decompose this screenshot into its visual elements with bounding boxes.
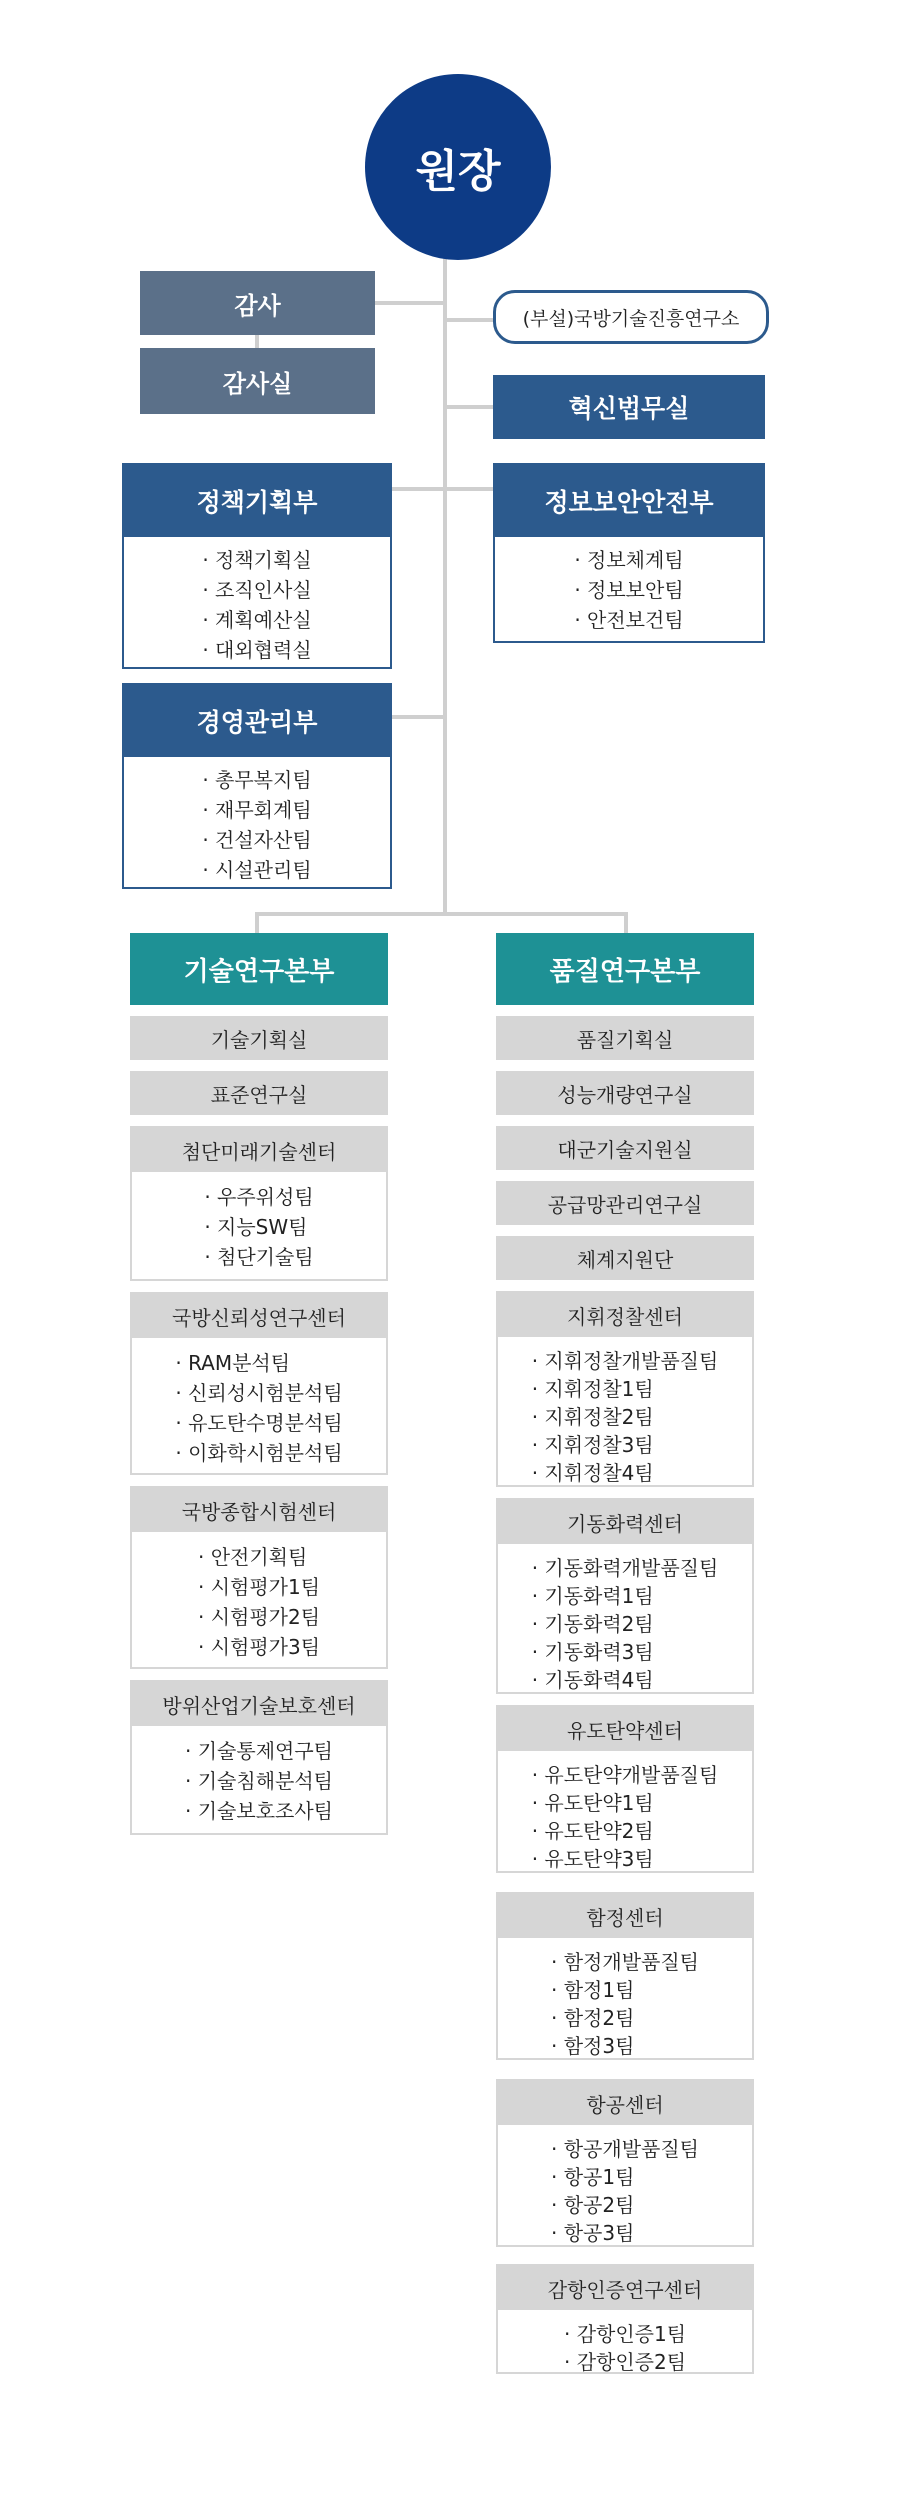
quality-office-performance: 성능개량연구실 [496, 1071, 754, 1115]
quality-office-military-support: 대군기술지원실 [496, 1126, 754, 1170]
management-dept [122, 683, 392, 889]
quality-office-planning: 품질기획실 [496, 1016, 754, 1060]
list-item: · 이화학시험분석팀 [175, 1438, 342, 1468]
management-title: 경영관리부 [124, 685, 390, 757]
list-item: · 함정1팀 [551, 1976, 699, 2004]
list-item: · 정보보안팀 [574, 575, 683, 605]
list-item: · 기동화력개발품질팀 [532, 1554, 719, 1582]
list-item: · 건설자산팀 [202, 825, 311, 855]
list-item: · 기동화력3팀 [532, 1638, 719, 1666]
list-item: · 함정개발품질팀 [551, 1948, 699, 1976]
advanced-future-tech-center [130, 1126, 388, 1281]
list-item: · 정책기획실 [202, 545, 311, 575]
list-item: · 시설관리팀 [202, 855, 311, 885]
list-item: · 유도탄약개발품질팀 [532, 1761, 719, 1789]
audit-connector [372, 301, 445, 305]
center-title: 방위산업기술보호센터 [132, 1682, 386, 1726]
list-item: · 항공3팀 [551, 2219, 699, 2247]
policy-planning-list [202, 545, 311, 665]
list-item: · RAM분석팀 [175, 1348, 342, 1378]
dept-row-connector [388, 487, 495, 491]
list-item: · 지휘정찰개발품질팀 [532, 1347, 719, 1375]
tech-office-standards: 표준연구실 [130, 1071, 388, 1115]
affiliate-institute-box: (부설)국방기술진흥연구소 [493, 290, 769, 344]
quality-research-hq: 품질연구본부 [496, 933, 754, 1005]
quality-hq-drop [624, 912, 628, 934]
list-item: · 기동화력4팀 [532, 1666, 719, 1694]
list-item: · 안전기획팀 [198, 1542, 320, 1572]
policy-planning-title: 정책기획부 [124, 465, 390, 537]
audit-office-box: 감사실 [140, 348, 375, 414]
center-title: 감항인증연구센터 [498, 2266, 752, 2310]
center-title: 기동화력센터 [498, 1500, 752, 1544]
list-item: · 기동화력1팀 [532, 1582, 719, 1610]
director-circle: 원장 [365, 74, 551, 260]
naval-vessel-center [496, 1892, 754, 2060]
quality-office-system-support: 체계지원단 [496, 1236, 754, 1280]
list-item: · 지휘정찰1팀 [532, 1375, 719, 1403]
aviation-center [496, 2079, 754, 2247]
policy-planning-dept [122, 463, 392, 669]
list-item: · 지휘정찰4팀 [532, 1459, 719, 1487]
audit-box: 감사 [140, 271, 375, 335]
maneuver-firepower-center [496, 1498, 754, 1694]
tech-research-hq: 기술연구본부 [130, 933, 388, 1005]
list-item: · 정보체계팀 [574, 545, 683, 575]
list-item: · 함정2팀 [551, 2004, 699, 2032]
tech-hq-drop [255, 912, 259, 934]
list-item: · 함정3팀 [551, 2032, 699, 2060]
center-title: 지휘정찰센터 [498, 1293, 752, 1337]
list-item: · 기술보호조사팀 [185, 1796, 333, 1826]
list-item: · 첨단기술팀 [204, 1242, 313, 1272]
info-security-title: 정보보안안전부 [495, 465, 763, 537]
management-connector [388, 715, 445, 719]
center-title: 항공센터 [498, 2081, 752, 2125]
list-item: · 계획예산실 [202, 605, 311, 635]
management-list [202, 765, 311, 885]
center-title: 함정센터 [498, 1894, 752, 1938]
list-item: · 시험평가1팀 [198, 1572, 320, 1602]
info-security-list [574, 545, 683, 635]
list-item: · 지능SW팀 [204, 1212, 313, 1242]
center-title: 국방종합시험센터 [132, 1488, 386, 1532]
list-item: · 항공1팀 [551, 2163, 699, 2191]
list-item: · 시험평가2팀 [198, 1602, 320, 1632]
list-item: · 기술통제연구팀 [185, 1736, 333, 1766]
list-item: · 시험평가3팀 [198, 1632, 320, 1662]
affiliate-connector [445, 318, 495, 322]
list-item: · 감항인증1팀 [564, 2320, 686, 2348]
center-title: 첨단미래기술센터 [132, 1128, 386, 1172]
guided-munition-center [496, 1705, 754, 1873]
list-item: · 지휘정찰3팀 [532, 1431, 719, 1459]
center-title: 유도탄약센터 [498, 1707, 752, 1751]
list-item: · 신뢰성시험분석팀 [175, 1378, 342, 1408]
list-item: · 조직인사실 [202, 575, 311, 605]
list-item: · 유도탄약2팀 [532, 1817, 719, 1845]
list-item: · 감항인증2팀 [564, 2348, 686, 2376]
innovation-legal-office-box: 혁신법무실 [493, 375, 765, 439]
list-item: · 유도탄약3팀 [532, 1845, 719, 1873]
trunk-line [443, 255, 447, 915]
list-item: · 지휘정찰2팀 [532, 1403, 719, 1431]
airworthiness-cert-center [496, 2264, 754, 2374]
defense-reliability-center [130, 1292, 388, 1475]
list-item: · 기술침해분석팀 [185, 1766, 333, 1796]
command-recon-center [496, 1291, 754, 1487]
hq-horizontal-line [255, 912, 628, 916]
list-item: · 항공개발품질팀 [551, 2135, 699, 2163]
innovation-connector [445, 405, 495, 409]
defense-test-center [130, 1486, 388, 1669]
list-item: · 우주위성팀 [204, 1182, 313, 1212]
list-item: · 안전보건팀 [574, 605, 683, 635]
quality-office-supply-chain: 공급망관리연구실 [496, 1181, 754, 1225]
tech-office-planning: 기술기획실 [130, 1016, 388, 1060]
list-item: · 기동화력2팀 [532, 1610, 719, 1638]
info-security-dept [493, 463, 765, 643]
defense-tech-protection-center [130, 1680, 388, 1835]
list-item: · 재무회계팀 [202, 795, 311, 825]
list-item: · 총무복지팀 [202, 765, 311, 795]
center-title: 국방신뢰성연구센터 [132, 1294, 386, 1338]
list-item: · 유도탄수명분석팀 [175, 1408, 342, 1438]
list-item: · 유도탄약1팀 [532, 1789, 719, 1817]
list-item: · 항공2팀 [551, 2191, 699, 2219]
list-item: · 대외협력실 [202, 635, 311, 665]
